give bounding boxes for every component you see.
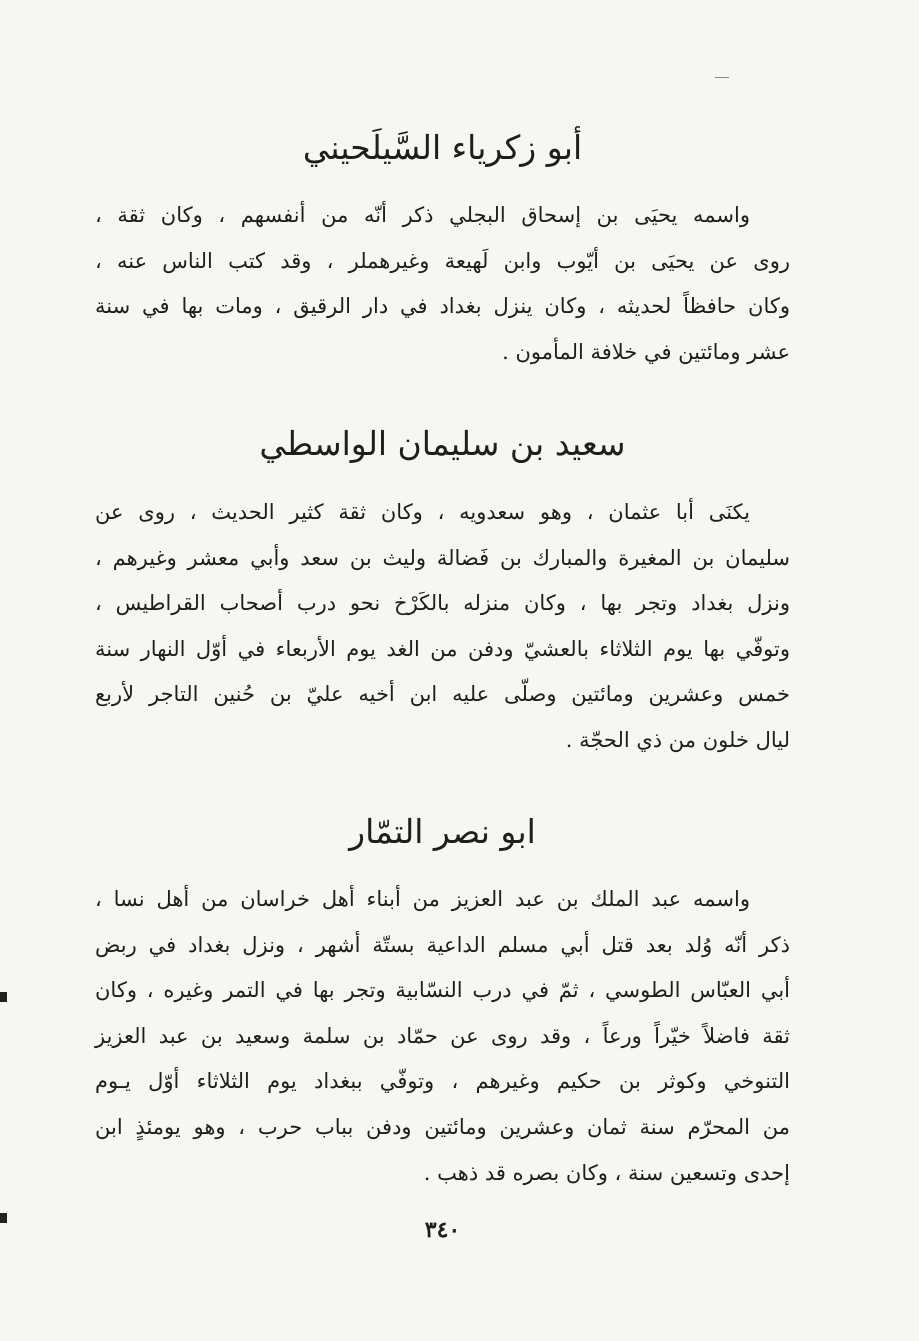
scan-edge-mark	[0, 1213, 7, 1223]
text-line: إحدى وتسعين سنة ، وكان بصره قد ذهب .	[423, 1160, 790, 1185]
entry-title: أبو زكرياء السَّيلَحيني	[302, 128, 583, 167]
text-line: ثقة فاضلاً خيّراً ورعاً ، وقد روى عن حمّاد بن سلمة وسعيد بن عبد العزيز	[95, 1023, 790, 1048]
text-line: واسمه يحيَى بن إسحاق البجلي ذكر أنّه من أنفسهم ، وكان ثقة ،	[95, 203, 750, 227]
book-page	[95, 0, 790, 1341]
entry-title: ابو نصر التمّار	[349, 812, 536, 851]
text-line: روى عن يحيَى بن أيّوب وابن لَهيعة وغيرهملر ، وقد كتب الناس عنه ،	[95, 248, 790, 273]
text-line: ذكر أنّه وُلد بعد قتل أبي مسلم الداعية بستّة أشهر ، ونزل بغداد في ربض	[95, 932, 790, 957]
text-line: وكان حافظاً لحديثه ، وكان ينزل بغداد في دار الرقيق ، ومات بها في سنة	[95, 294, 790, 319]
text-line: أبي العبّاس الطوسي ، ثمّ في درب النسّابية وتجر بها في التمر وغيره ، وكان	[95, 978, 790, 1003]
entry-paragraph	[95, 193, 790, 375]
entry-title: سعيد بن سليمان الواسطي	[259, 424, 626, 463]
text-line: خمس وعشرين ومائتين وصلّى عليه ابن أخيه عليّ بن حُنين التاجر لأربع	[95, 682, 790, 707]
text-line: عشر ومائتين في خلافة المأمون .	[502, 339, 790, 364]
page-number: ٣٤٠	[424, 1217, 461, 1243]
text-line: ونزل بغداد وتجر بها ، وكان منزله بالكَرْخ نحو درب أصحاب القراطيس ،	[95, 591, 790, 616]
text-line: التنوخي وكوثر بن حكيم وغيرهم ، وتوفّي ببغداد يوم الثلاثاء أوّل يـوم	[95, 1069, 790, 1094]
text-line: واسمه عبد الملك بن عبد العزيز من أبناء أهل خراسان من أهل نسا ،	[95, 887, 750, 911]
text-line: وتوفّي بها يوم الثلاثاء بالعشيّ ودفن من الغد يوم الأربعاء في أوّل النهار سنة	[95, 636, 790, 661]
text-line: ليال خلون من ذي الحجّة .	[565, 727, 790, 752]
scan-edge-mark	[0, 992, 7, 1002]
text-line: سليمان بن المغيرة والمبارك بن فَضالة وليث بن سعد وأبي معشر وغيرهم ،	[95, 545, 790, 570]
entry-paragraph	[95, 490, 790, 764]
text-line: من المحرّم سنة ثمان وعشرين ومائتين ودفن بباب حرب ، وهو يومئذٍ ابن	[95, 1114, 790, 1139]
entry-paragraph	[95, 877, 790, 1196]
text-line: يكنَى أبا عثمان ، وهو سعدويه ، وكان ثقة كثير الحديث ، روى عن	[95, 500, 750, 524]
